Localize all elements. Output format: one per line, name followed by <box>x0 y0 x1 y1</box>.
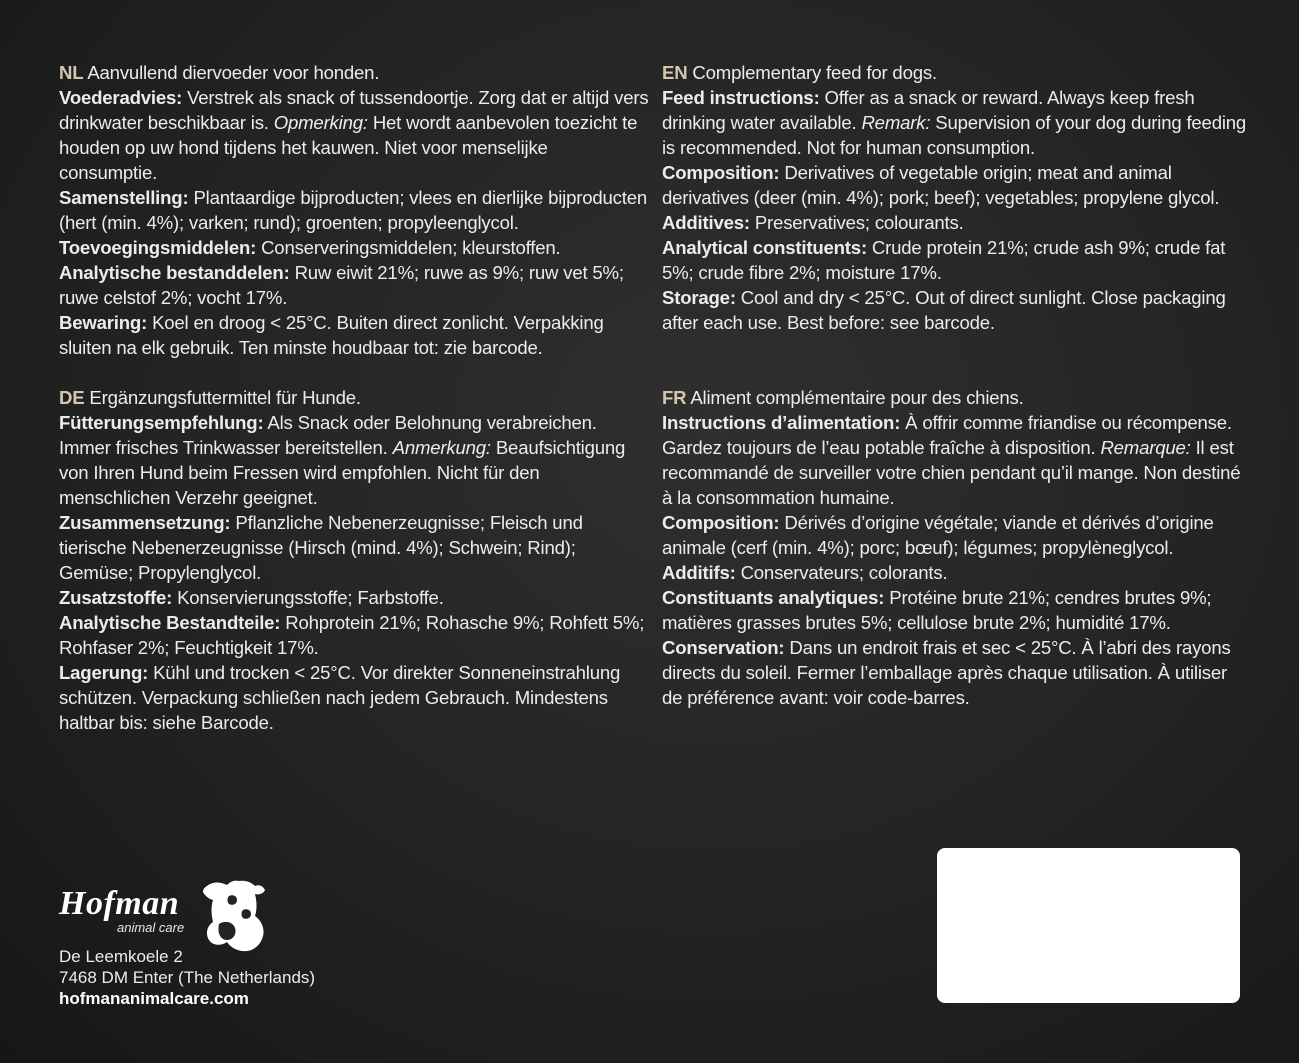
fr-remark-label: Remarque: <box>1100 437 1191 458</box>
nl-additives-text: Conserveringsmiddelen; kleurstoffen. <box>261 237 561 258</box>
panel-en <box>662 60 1252 335</box>
en-additives-paragraph <box>662 210 1252 235</box>
fr-title: Aliment complémentaire pour des chiens. <box>690 387 1024 408</box>
en-remark-text: Supervision of your dog during feeding is recommended. Not for human consumption. <box>662 112 1247 158</box>
fr-analytical-label: Constituants analytiques: <box>662 587 885 608</box>
nl-composition-paragraph <box>59 185 649 235</box>
panel-fr <box>662 385 1252 710</box>
en-storage-paragraph <box>662 285 1252 335</box>
en-title: Complementary feed for dogs. <box>692 62 937 83</box>
fr-composition-text: Dérivés d’origine végétale; viande et dérivés d’origine animale (cerf (min. 4%); porc; bœuf); légumes; propylèneglycol. <box>662 512 1214 558</box>
en-composition-text: Derivatives of vegetable origin; meat and animal derivatives (deer (min. 4%); pork; beef); vegetables; propylene glycol. <box>662 162 1220 208</box>
nl-storage-label: Bewaring: <box>59 312 148 333</box>
fr-title-line <box>662 385 1252 410</box>
de-feed-paragraph <box>59 410 649 510</box>
en-storage-text: Cool and dry < 25°C. Out of direct sunlight. Close packaging after each use. Best before: see barcode. <box>662 287 1226 333</box>
en-additives-text: Preservatives; colourants. <box>754 212 964 233</box>
nl-remark-label: Opmerking: <box>273 112 368 133</box>
fr-analytical-paragraph <box>662 585 1252 635</box>
nl-title-line <box>59 60 649 85</box>
en-composition-label: Composition: <box>662 162 780 183</box>
de-title: Ergänzungsfuttermittel für Hunde. <box>89 387 361 408</box>
nl-feed-paragraph <box>59 85 649 185</box>
de-additives-label: Zusatzstoffe: <box>59 587 173 608</box>
de-remark-text: Beaufsichtigung von Ihren Hund beim Fressen wird empfohlen. Nicht für den menschlichen Verzehr geeignet. <box>59 437 626 508</box>
fr-composition-paragraph <box>662 510 1252 560</box>
nl-storage-text: Koel en droog < 25°C. Buiten direct zonlicht. Verpakking sluiten na elk gebruik. Ten minste houdbaar tot: zie barcode. <box>59 312 604 358</box>
fr-feed-label: Instructions d’alimentation: <box>662 412 901 433</box>
nl-storage-paragraph <box>59 310 649 360</box>
en-language-code: EN <box>662 62 688 83</box>
de-analytical-paragraph <box>59 610 649 660</box>
fr-additives-label: Additifs: <box>662 562 736 583</box>
panel-de <box>59 385 649 735</box>
de-composition-label: Zusammensetzung: <box>59 512 231 533</box>
de-additives-text: Konservierungsstoffe; Farbstoffe. <box>177 587 444 608</box>
de-title-line <box>59 385 649 410</box>
en-analytical-paragraph <box>662 235 1252 285</box>
nl-additives-paragraph <box>59 235 649 260</box>
en-feed-label: Feed instructions: <box>662 87 820 108</box>
panel-nl <box>59 60 649 360</box>
en-title-line <box>662 60 1252 85</box>
nl-analytical-label: Analytische bestanddelen: <box>59 262 290 283</box>
nl-language-code: NL <box>59 62 84 83</box>
en-feed-text: Offer as a snack or reward. Always keep fresh drinking water available. <box>662 87 1195 133</box>
nl-analytical-text: Ruw eiwit 21%; ruwe as 9%; ruw vet 5%; ruwe celstof 2%; vocht 17%. <box>59 262 624 308</box>
address-line-2: 7468 DM Enter (The Netherlands) <box>59 968 316 987</box>
nl-composition-label: Samenstelling: <box>59 187 189 208</box>
brand-name: Hofman <box>59 885 180 922</box>
en-analytical-label: Analytical constituents: <box>662 237 867 258</box>
nl-title: Aanvullend diervoeder voor honden. <box>87 62 380 83</box>
fr-language-code: FR <box>662 387 687 408</box>
en-feed-paragraph <box>662 85 1252 160</box>
company-address <box>59 946 315 1009</box>
address-line-1: De Leemkoele 2 <box>59 947 183 966</box>
de-composition-text: Pflanzliche Nebenerzeugnisse; Fleisch und tierische Nebenerzeugnisse (Hirsch (mind. 4%); Schwein; Rind); Gemüse; Propylenglycol. <box>59 512 583 583</box>
fr-remark-text: Il est recommandé de surveiller votre chien pendant qu’il mange. Non destiné à la consommation humaine. <box>662 437 1241 508</box>
cow-icon <box>199 880 267 952</box>
nl-analytical-paragraph <box>59 260 649 310</box>
fr-additives-paragraph <box>662 560 1252 585</box>
de-feed-label: Fütterungsempfehlung: <box>59 412 264 433</box>
nl-remark-text: Het wordt aanbevolen toezicht te houden op uw hond tijdens het kauwen. Niet voor menselijke consumptie. <box>59 112 638 183</box>
fr-additives-text: Conservateurs; colorants. <box>740 562 948 583</box>
en-composition-paragraph <box>662 160 1252 210</box>
nl-feed-label: Voederadvies: <box>59 87 183 108</box>
de-feed-text: Als Snack oder Belohnung verabreichen. Immer frisches Trinkwasser bereitstellen. <box>59 412 597 458</box>
fr-analytical-text: Protéine brute 21%; cendres brutes 9%; matières grasses brutes 5%; cellulose brute 2%; humidité 17%. <box>662 587 1212 633</box>
fr-storage-paragraph <box>662 635 1252 710</box>
nl-feed-text: Verstrek als snack of tussendoortje. Zorg dat er altijd vers drinkwater beschikbaar is. <box>59 87 649 133</box>
fr-feed-text: À offrir comme friandise ou récompense. Gardez toujours de l’eau potable fraîche à disposition. <box>662 412 1232 458</box>
en-analytical-text: Crude protein 21%; crude ash 9%; crude fat 5%; crude fibre 2%; moisture 17%. <box>662 237 1226 283</box>
de-remark-label: Anmerkung: <box>392 437 491 458</box>
de-analytical-text: Rohprotein 21%; Rohasche 9%; Rohfett 5%; Rohfaser 2%; Feuchtigkeit 17%. <box>59 612 645 658</box>
de-analytical-label: Analytische Bestandteile: <box>59 612 281 633</box>
fr-storage-text: Dans un endroit frais et sec < 25°C. À l’abri des rayons directs du soleil. Fermer l’emballage après chaque utilisation. À utiliser de préférence avant: voir code-barres. <box>662 637 1231 708</box>
de-storage-text: Kühl und trocken < 25°C. Vor direkter Sonneneinstrahlung schützen. Verpackung schließen nach jedem Gebrauch. Mindestens haltbar bis: siehe Barcode. <box>59 662 621 733</box>
fr-feed-paragraph <box>662 410 1252 510</box>
en-storage-label: Storage: <box>662 287 736 308</box>
en-additives-label: Additives: <box>662 212 750 233</box>
nl-additives-label: Toevoegingsmiddelen: <box>59 237 257 258</box>
nl-composition-text: Plantaardige bijproducten; vlees en dierlijke bijproducten (hert (min. 4%); varken; rund); groenten; propyleenglycol. <box>59 187 647 233</box>
fr-composition-label: Composition: <box>662 512 780 533</box>
website-link[interactable]: hofmananimalcare.com <box>59 989 249 1008</box>
en-remark-label: Remark: <box>861 112 931 133</box>
brand-tagline: animal care <box>117 920 185 935</box>
de-storage-label: Lagerung: <box>59 662 149 683</box>
barcode-area <box>937 848 1240 1003</box>
fr-storage-label: Conservation: <box>662 637 785 658</box>
de-storage-paragraph <box>59 660 649 735</box>
de-composition-paragraph <box>59 510 649 585</box>
de-language-code: DE <box>59 387 85 408</box>
de-additives-paragraph <box>59 585 649 610</box>
